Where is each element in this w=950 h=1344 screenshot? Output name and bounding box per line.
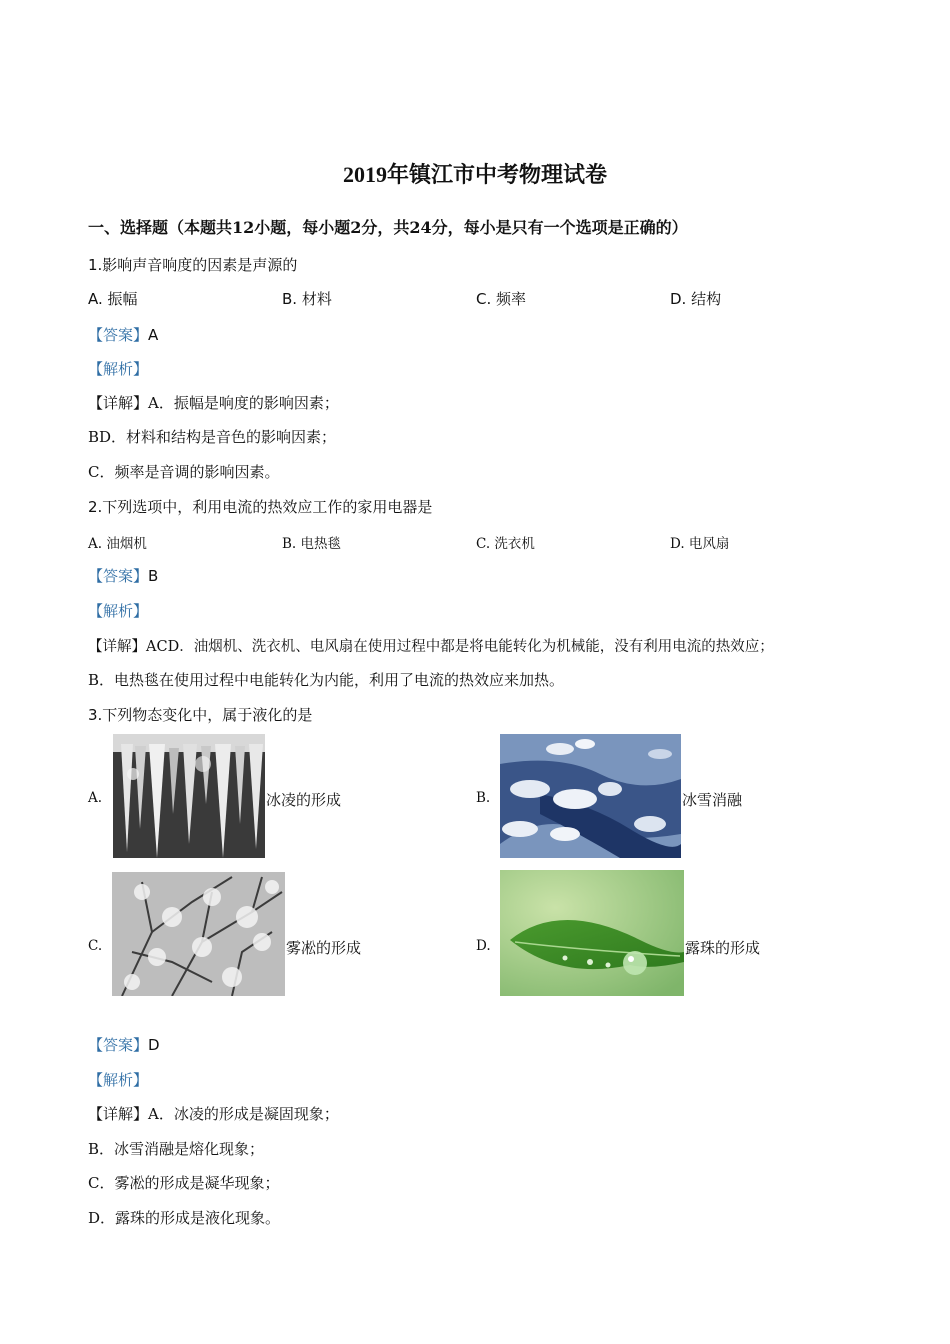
dewdrop-photo: [500, 870, 684, 996]
q2-detail-2: B．电热毯在使用过程中电能转化为内能，利用了电流的热效应来加热。: [88, 671, 565, 689]
q3-option-c-caption: 雾凇的形成: [286, 939, 362, 957]
q3-option-a-letter: A.: [88, 790, 103, 806]
melting-ice-photo: [500, 734, 681, 858]
q1-option-d: D. 结构: [670, 290, 722, 308]
answer-value: D: [148, 1036, 160, 1054]
answer-value: A: [148, 326, 159, 344]
q3-analysis-label: 【解析】: [88, 1071, 149, 1089]
question-1-stem: 1.影响声音响度的因素是声源的: [88, 256, 298, 274]
q1-option-c: C. 频率: [476, 290, 527, 308]
q3-option-a-caption: 冰凌的形成: [266, 791, 342, 809]
q3-detail-2: B．冰雪消融是熔化现象；: [88, 1140, 265, 1158]
q1-detail-3: C．频率是音调的影响因素。: [88, 463, 280, 481]
detail-label: 【详解】: [88, 639, 146, 655]
q1-option-b: B. 材料: [282, 290, 332, 308]
q3-option-d-caption: 露珠的形成: [685, 939, 761, 957]
q1-option-a: A. 振幅: [88, 290, 138, 308]
q1-detail-2: BD．材料和结构是音色的影响因素；: [88, 428, 337, 446]
q3-detail-4: D．露珠的形成是液化现象。: [88, 1209, 281, 1227]
q3-detail-1: [88, 1103, 339, 1124]
q2-answer: [88, 565, 158, 586]
q2-option-d: D. 电风扇: [670, 536, 730, 552]
answer-label: 【答案】: [88, 326, 149, 344]
q3-detail-3: C．雾凇的形成是凝华现象；: [88, 1174, 280, 1192]
q3-option-c-letter: C.: [88, 938, 103, 954]
detail-label: 【详解】: [88, 394, 149, 412]
q2-option-b: B. 电热毯: [282, 536, 342, 552]
question-2-stem: 2.下列选项中，利用电流的热效应工作的家用电器是: [88, 498, 433, 516]
section-heading: 一、选择题（本题共12小题，每小题2分，共24分，每小是只有一个选项是正确的）: [88, 218, 688, 237]
q3-option-d-letter: D.: [476, 938, 491, 954]
detail-text: A．冰凌的形成是凝固现象；: [148, 1105, 339, 1123]
detail-label: 【详解】: [88, 1105, 149, 1123]
q1-analysis-label: 【解析】: [88, 360, 149, 378]
icicles-photo: [113, 734, 265, 858]
answer-value: B: [148, 567, 159, 585]
q1-answer: [88, 324, 158, 345]
question-3-stem: 3.下列物态变化中，属于液化的是: [88, 706, 313, 724]
detail-text: ACD．油烟机、洗衣机、电风扇在使用过程中都是将电能转化为机械能，没有利用电流的热效应；: [146, 639, 774, 655]
q2-option-a: A. 油烟机: [88, 536, 147, 552]
rime-photo: [112, 872, 285, 996]
q2-analysis-label: 【解析】: [88, 602, 149, 620]
q2-detail-1: [88, 635, 774, 656]
q1-detail-1: [88, 392, 339, 413]
detail-text: A．振幅是响度的影响因素；: [148, 394, 339, 412]
answer-label: 【答案】: [88, 1036, 149, 1054]
q3-option-b-caption: 冰雪消融: [682, 791, 743, 809]
q3-option-b-letter: B.: [476, 790, 491, 806]
answer-label: 【答案】: [88, 567, 149, 585]
page-title: 2019年镇江市中考物理试卷: [342, 162, 607, 187]
q2-option-c: C. 洗衣机: [476, 536, 535, 552]
q3-answer: [88, 1034, 160, 1055]
